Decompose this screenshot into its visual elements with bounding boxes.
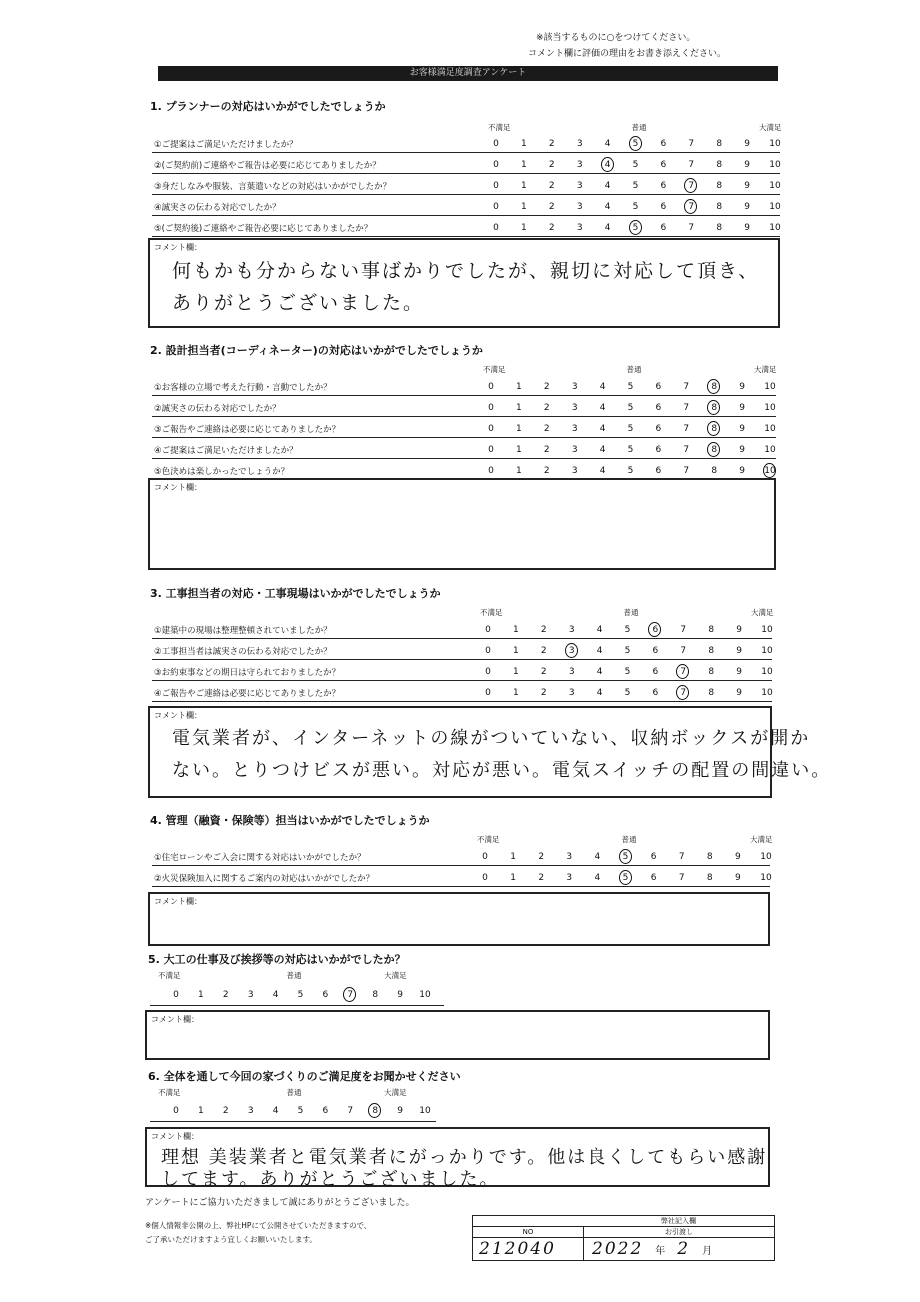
rating-option-5[interactable]: 5 xyxy=(297,990,304,1000)
rating-option-6[interactable]: 6 xyxy=(660,160,667,170)
rating-option-6[interactable]: 6 xyxy=(652,688,659,698)
comment-label: コメント欄： xyxy=(154,711,202,720)
rating-option-7[interactable]: 7 xyxy=(683,403,690,413)
rating-option-0[interactable]: 0 xyxy=(488,382,494,392)
question-text: ③お約束事などの期日は守られておりましたか？ xyxy=(154,668,341,678)
rating-option-3[interactable]: 3 xyxy=(571,382,578,392)
comment-label: コメント欄： xyxy=(154,897,202,906)
scale-low-label: 不満足 xyxy=(477,835,500,844)
rating-option-4[interactable]: 4 xyxy=(604,181,611,191)
scale-low-label: 不満足 xyxy=(158,1088,181,1097)
question-text: ⑤色決めは楽しかったでしょうか？ xyxy=(154,467,290,477)
question-row-rule xyxy=(152,416,776,417)
question-text: ④ご提案はご満足いただけましたか？ xyxy=(154,446,298,456)
rating-option-8[interactable]: 8 xyxy=(708,625,715,635)
rating-option-3[interactable]: 3 xyxy=(571,424,578,434)
rating-option-1[interactable]: 1 xyxy=(516,403,522,413)
section-4-heading: 4. 管理（融資・保険等）担当はいかがでしたでしょうか xyxy=(150,814,430,827)
rating-option-5[interactable]: 5 xyxy=(622,873,629,883)
rating-option-0[interactable]: 0 xyxy=(485,625,491,635)
section-5-comment-box[interactable] xyxy=(145,1010,770,1060)
comment-label: コメント欄： xyxy=(151,1132,199,1141)
comment-label: コメント欄： xyxy=(154,483,202,492)
rating-option-3[interactable]: 3 xyxy=(247,1106,254,1116)
rating-option-0[interactable]: 0 xyxy=(488,424,494,434)
thanks-text: アンケートにご協力いただきまして誠にありがとうございました。 xyxy=(145,1198,415,1208)
rating-option-5[interactable]: 5 xyxy=(627,403,634,413)
rating-option-3[interactable]: 3 xyxy=(566,852,573,862)
question-text: ②誠実さの伝わる対応でしたか？ xyxy=(154,404,281,414)
rating-option-5[interactable]: 5 xyxy=(627,382,634,392)
rating-option-4[interactable]: 4 xyxy=(596,625,603,635)
rating-option-5[interactable]: 5 xyxy=(627,466,634,476)
rating-option-2[interactable]: 2 xyxy=(540,625,547,635)
section-3-comment-box[interactable] xyxy=(148,706,832,798)
question-text: ②工事担当者は誠実さの伝わる対応でしたか？ xyxy=(154,647,332,657)
rating-option-7[interactable]: 7 xyxy=(688,202,695,212)
rating-option-2[interactable]: 2 xyxy=(548,181,555,191)
scale-high-label: 大満足 xyxy=(384,1088,407,1097)
rating-option-0[interactable]: 0 xyxy=(493,160,499,170)
rating-option-6[interactable]: 6 xyxy=(655,382,662,392)
rating-option-9[interactable]: 9 xyxy=(744,223,750,233)
scale-low-label: 不満足 xyxy=(158,971,181,980)
rating-option-10[interactable]: 10 xyxy=(769,160,781,170)
rating-option-5[interactable]: 5 xyxy=(622,852,629,862)
rating-option-3[interactable]: 3 xyxy=(568,667,575,677)
section-1-heading: 1. プランナーの対応はいかがでしたでしょうか xyxy=(150,100,386,113)
rating-option-2[interactable]: 2 xyxy=(543,382,550,392)
rating-option-10[interactable]: 10 xyxy=(769,139,781,149)
rating-option-9[interactable]: 9 xyxy=(397,1106,403,1116)
rating-option-8[interactable]: 8 xyxy=(716,181,723,191)
rating-option-1[interactable]: 1 xyxy=(510,873,516,883)
rating-option-1[interactable]: 1 xyxy=(513,688,519,698)
rating-option-2[interactable]: 2 xyxy=(222,990,229,1000)
month-unit: 月 xyxy=(702,1245,713,1257)
privacy-note-2: ご了承いただけますよう宜しくお願いいたします。 xyxy=(145,1235,317,1244)
rating-option-3[interactable]: 3 xyxy=(571,445,578,455)
question-row-rule xyxy=(152,680,772,681)
section-6-heading: 6. 全体を通して今回の家づくりのご満足度をお聞かせください xyxy=(148,1070,461,1083)
rating-option-3[interactable]: 3 xyxy=(566,873,573,883)
question-row-rule xyxy=(152,173,780,174)
rating-option-0[interactable]: 0 xyxy=(485,667,491,677)
question-row-rule xyxy=(152,659,772,660)
rating-option-2[interactable]: 2 xyxy=(548,160,555,170)
question-text: ④ご報告やご連絡は必要に応じてありましたか？ xyxy=(154,689,341,699)
handwritten-comment-line: ありがとうございました。 xyxy=(172,292,425,314)
rating-option-1[interactable]: 1 xyxy=(516,424,522,434)
rating-option-0[interactable]: 0 xyxy=(493,181,499,191)
rating-option-7[interactable]: 7 xyxy=(680,667,687,677)
rating-option-3[interactable]: 3 xyxy=(576,181,583,191)
rating-option-3[interactable]: 3 xyxy=(576,139,583,149)
rating-option-5[interactable]: 5 xyxy=(627,445,634,455)
rating-option-6[interactable]: 6 xyxy=(655,424,662,434)
rating-option-9[interactable]: 9 xyxy=(739,445,745,455)
rating-option-4[interactable]: 4 xyxy=(599,466,606,476)
scale-low-label: 不満足 xyxy=(480,608,503,617)
rating-option-6[interactable]: 6 xyxy=(652,667,659,677)
rating-option-10[interactable]: 10 xyxy=(769,202,781,212)
rating-option-9[interactable]: 9 xyxy=(735,873,741,883)
rating-option-7[interactable]: 7 xyxy=(347,1106,354,1116)
rating-option-8[interactable]: 8 xyxy=(711,424,718,434)
rating-option-7[interactable]: 7 xyxy=(683,466,690,476)
instruction-note-2: コメント欄に評価の理由をお書き添えください。 xyxy=(528,49,727,59)
rating-option-2[interactable]: 2 xyxy=(543,403,550,413)
rating-option-8[interactable]: 8 xyxy=(372,990,379,1000)
rating-option-5[interactable]: 5 xyxy=(627,424,634,434)
section-2-heading: 2. 設計担当者(コーディネーター)の対応はいかがでしたでしょうか xyxy=(150,344,483,357)
rating-option-10[interactable]: 10 xyxy=(769,181,781,191)
scale-mid-label: 普通 xyxy=(626,365,642,374)
question-text: ②火災保険加入に関するご案内の対応はいかがでしたか？ xyxy=(154,874,375,884)
selection-circle xyxy=(601,157,614,172)
rating-option-10[interactable]: 10 xyxy=(760,852,772,862)
question-row-rule xyxy=(152,865,770,866)
question-text: ②(ご契約前)ご連絡やご報告は必要に応じてありましたか？ xyxy=(154,161,381,171)
rating-option-7[interactable]: 7 xyxy=(683,424,690,434)
rating-option-7[interactable]: 7 xyxy=(688,160,695,170)
rating-option-8[interactable]: 8 xyxy=(706,873,713,883)
rating-option-8[interactable]: 8 xyxy=(711,445,718,455)
rating-option-2[interactable]: 2 xyxy=(540,688,547,698)
selection-circle xyxy=(629,220,642,235)
rating-option-5[interactable]: 5 xyxy=(624,667,631,677)
rating-option-10[interactable]: 10 xyxy=(761,688,773,698)
rating-option-9[interactable]: 9 xyxy=(744,139,750,149)
rating-option-1[interactable]: 1 xyxy=(521,139,527,149)
rating-option-9[interactable]: 9 xyxy=(744,181,750,191)
rating-option-1[interactable]: 1 xyxy=(516,445,522,455)
scale-mid-label: 普通 xyxy=(631,123,647,132)
rating-option-9[interactable]: 9 xyxy=(397,990,403,1000)
question-row-rule xyxy=(152,215,780,216)
scale-low-label: 不満足 xyxy=(483,365,506,374)
rating-option-0[interactable]: 0 xyxy=(488,445,494,455)
rating-option-4[interactable]: 4 xyxy=(272,990,279,1000)
rating-option-6[interactable]: 6 xyxy=(655,403,662,413)
rating-option-6[interactable]: 6 xyxy=(660,202,667,212)
rating-option-4[interactable]: 4 xyxy=(604,202,611,212)
rating-option-10[interactable]: 10 xyxy=(764,382,776,392)
rating-row-rule xyxy=(150,1121,436,1122)
rating-option-2[interactable]: 2 xyxy=(543,466,550,476)
scale-high-label: 大満足 xyxy=(754,365,777,374)
rating-option-10[interactable]: 10 xyxy=(764,403,776,413)
rating-option-6[interactable]: 6 xyxy=(652,625,659,635)
rating-option-0[interactable]: 0 xyxy=(493,139,499,149)
rating-option-8[interactable]: 8 xyxy=(716,160,723,170)
scale-mid-label: 普通 xyxy=(286,1088,302,1097)
rating-option-0[interactable]: 0 xyxy=(485,646,491,656)
selection-circle xyxy=(763,463,776,478)
rating-option-5[interactable]: 5 xyxy=(632,160,639,170)
rating-option-8[interactable]: 8 xyxy=(716,223,723,233)
rating-option-4[interactable]: 4 xyxy=(599,403,606,413)
selection-circle xyxy=(565,643,578,658)
rating-row-rule xyxy=(150,1005,444,1006)
rating-option-9[interactable]: 9 xyxy=(736,688,742,698)
rating-option-9[interactable]: 9 xyxy=(744,202,750,212)
handwritten-comment-line: してます。ありがとうございました。 xyxy=(161,1169,500,1190)
rating-option-0[interactable]: 0 xyxy=(493,202,499,212)
rating-option-7[interactable]: 7 xyxy=(688,223,695,233)
rating-option-6[interactable]: 6 xyxy=(655,466,662,476)
rating-option-6[interactable]: 6 xyxy=(650,852,657,862)
rating-option-7[interactable]: 7 xyxy=(688,181,695,191)
comment-label: コメント欄： xyxy=(151,1015,199,1024)
question-row-rule xyxy=(152,194,780,195)
rating-option-8[interactable]: 8 xyxy=(716,202,723,212)
rating-option-1[interactable]: 1 xyxy=(513,625,519,635)
question-row-rule xyxy=(152,437,776,438)
rating-option-4[interactable]: 4 xyxy=(596,667,603,677)
question-row-rule xyxy=(152,638,772,639)
customer-number: 212040 xyxy=(479,1239,556,1259)
privacy-note-1: ※個人情報非公開の上、弊社HPにて公開させていただきますので、 xyxy=(145,1221,372,1230)
rating-option-10[interactable]: 10 xyxy=(761,625,773,635)
rating-option-1[interactable]: 1 xyxy=(521,160,527,170)
section-4-comment-box[interactable] xyxy=(148,892,770,946)
rating-option-5[interactable]: 5 xyxy=(632,139,639,149)
scale-mid-label: 普通 xyxy=(623,608,639,617)
scale-high-label: 大満足 xyxy=(751,608,774,617)
rating-option-1[interactable]: 1 xyxy=(521,202,527,212)
survey-title: お客様満足度調査アンケート xyxy=(158,66,778,81)
office-use-header: 弊社記入欄 xyxy=(661,1217,696,1225)
rating-option-0[interactable]: 0 xyxy=(482,873,488,883)
question-text: ①住宅ローンやご入会に関する対応はいかがでしたか？ xyxy=(154,853,366,863)
rating-option-4[interactable]: 4 xyxy=(594,873,601,883)
rating-option-1[interactable]: 1 xyxy=(198,990,204,1000)
rating-option-7[interactable]: 7 xyxy=(683,382,690,392)
rating-option-2[interactable]: 2 xyxy=(222,1106,229,1116)
year-unit: 年 xyxy=(655,1245,666,1257)
rating-option-2[interactable]: 2 xyxy=(548,223,555,233)
comment-label: コメント欄： xyxy=(154,243,202,252)
question-text: ①建築中の現場は整理整頓されていましたか？ xyxy=(154,626,332,636)
rating-option-2[interactable]: 2 xyxy=(540,646,547,656)
rating-option-4[interactable]: 4 xyxy=(594,852,601,862)
rating-option-4[interactable]: 4 xyxy=(604,139,611,149)
rating-option-5[interactable]: 5 xyxy=(624,688,631,698)
rating-option-7[interactable]: 7 xyxy=(678,873,685,883)
handover-month: 2 xyxy=(677,1239,691,1259)
office-use-table xyxy=(472,1215,775,1261)
rating-option-10[interactable]: 10 xyxy=(764,424,776,434)
rating-option-5[interactable]: 5 xyxy=(632,181,639,191)
rating-option-6[interactable]: 6 xyxy=(660,223,667,233)
selection-circle xyxy=(619,849,632,864)
rating-option-4[interactable]: 4 xyxy=(272,1106,279,1116)
question-row-rule xyxy=(152,458,776,459)
rating-option-7[interactable]: 7 xyxy=(678,852,685,862)
question-text: ①お客様の立場で考えた行動・言動でしたか？ xyxy=(154,383,332,393)
rating-option-7[interactable]: 7 xyxy=(680,646,687,656)
rating-option-6[interactable]: 6 xyxy=(322,1106,329,1116)
rating-option-6[interactable]: 6 xyxy=(660,139,667,149)
question-row-rule xyxy=(152,395,776,396)
rating-option-1[interactable]: 1 xyxy=(521,223,527,233)
rating-option-7[interactable]: 7 xyxy=(680,688,687,698)
rating-option-9[interactable]: 9 xyxy=(736,667,742,677)
rating-option-1[interactable]: 1 xyxy=(513,667,519,677)
rating-option-0[interactable]: 0 xyxy=(485,688,491,698)
rating-option-3[interactable]: 3 xyxy=(568,625,575,635)
rating-option-7[interactable]: 7 xyxy=(680,625,687,635)
rating-option-3[interactable]: 3 xyxy=(576,223,583,233)
rating-option-0[interactable]: 0 xyxy=(493,223,499,233)
question-text: ④誠実さの伝わる対応でしたか？ xyxy=(154,203,281,213)
rating-option-10[interactable]: 10 xyxy=(419,1106,431,1116)
handwritten-comment-line: 何もかも分からない事ばかりでしたが、親切に対応して頂き、 xyxy=(172,260,760,282)
rating-option-2[interactable]: 2 xyxy=(543,424,550,434)
handover-year: 2022 xyxy=(592,1239,644,1259)
rating-option-4[interactable]: 4 xyxy=(599,424,606,434)
rating-option-6[interactable]: 6 xyxy=(655,445,662,455)
question-row-rule xyxy=(152,152,780,153)
rating-option-4[interactable]: 4 xyxy=(596,646,603,656)
handwritten-comment-line: 理想 美装業者と電気業者にがっかりです。他は良くしてもらい感謝 xyxy=(161,1147,768,1168)
rating-option-0[interactable]: 0 xyxy=(488,403,494,413)
rating-option-4[interactable]: 4 xyxy=(599,382,606,392)
rating-option-5[interactable]: 5 xyxy=(632,202,639,212)
section-2-comment-box[interactable] xyxy=(148,478,776,570)
rating-option-8[interactable]: 8 xyxy=(711,403,718,413)
rating-option-9[interactable]: 9 xyxy=(736,625,742,635)
rating-option-1[interactable]: 1 xyxy=(198,1106,204,1116)
rating-option-2[interactable]: 2 xyxy=(538,852,545,862)
scale-high-label: 大満足 xyxy=(384,971,407,980)
rating-option-8[interactable]: 8 xyxy=(716,139,723,149)
rating-option-3[interactable]: 3 xyxy=(576,160,583,170)
question-row-rule xyxy=(152,701,772,702)
handover-label: お引渡し xyxy=(665,1228,693,1236)
rating-option-9[interactable]: 9 xyxy=(736,646,742,656)
rating-option-4[interactable]: 4 xyxy=(599,445,606,455)
rating-option-10[interactable]: 10 xyxy=(764,445,776,455)
rating-option-3[interactable]: 3 xyxy=(568,688,575,698)
no-label: NO xyxy=(473,1227,584,1237)
rating-option-2[interactable]: 2 xyxy=(548,202,555,212)
scale-high-label: 大満足 xyxy=(759,123,782,132)
rating-option-0[interactable]: 0 xyxy=(173,990,179,1000)
rating-option-2[interactable]: 2 xyxy=(540,667,547,677)
rating-option-2[interactable]: 2 xyxy=(548,139,555,149)
rating-option-8[interactable]: 8 xyxy=(708,667,715,677)
rating-option-6[interactable]: 6 xyxy=(650,873,657,883)
rating-option-1[interactable]: 1 xyxy=(521,181,527,191)
rating-option-5[interactable]: 5 xyxy=(624,625,631,635)
rating-option-4[interactable]: 4 xyxy=(604,223,611,233)
selection-circle xyxy=(619,870,632,885)
question-text: ③ご報告やご連絡は必要に応じてありましたか？ xyxy=(154,425,341,435)
rating-option-8[interactable]: 8 xyxy=(708,646,715,656)
rating-option-6[interactable]: 6 xyxy=(652,646,659,656)
rating-option-1[interactable]: 1 xyxy=(513,646,519,656)
rating-option-5[interactable]: 5 xyxy=(632,223,639,233)
rating-option-2[interactable]: 2 xyxy=(538,873,545,883)
rating-option-9[interactable]: 9 xyxy=(735,852,741,862)
rating-option-9[interactable]: 9 xyxy=(744,160,750,170)
scale-mid-label: 普通 xyxy=(621,835,637,844)
rating-option-9[interactable]: 9 xyxy=(739,424,745,434)
rating-option-5[interactable]: 5 xyxy=(297,1106,304,1116)
rating-option-10[interactable]: 10 xyxy=(760,873,772,883)
rating-option-7[interactable]: 7 xyxy=(347,990,354,1000)
rating-option-4[interactable]: 4 xyxy=(604,160,611,170)
rating-option-5[interactable]: 5 xyxy=(624,646,631,656)
question-text: ③身だしなみや服装、言葉遣いなどの対応はいかがでしたか？ xyxy=(154,182,392,192)
rating-option-2[interactable]: 2 xyxy=(543,445,550,455)
rating-option-6[interactable]: 6 xyxy=(660,181,667,191)
handwritten-comment-line: 電気業者が、インターネットの線がついていない、収納ボックスが開か xyxy=(172,728,811,749)
scale-low-label: 不満足 xyxy=(488,123,511,132)
handwritten-comment-line: ない。とりつけビスが悪い。対応が悪い。電気スイッチの配置の間違い。 xyxy=(172,760,832,781)
rating-option-3[interactable]: 3 xyxy=(568,646,575,656)
selection-circle xyxy=(629,136,642,151)
rating-option-9[interactable]: 9 xyxy=(739,382,745,392)
rating-option-7[interactable]: 7 xyxy=(683,445,690,455)
rating-option-9[interactable]: 9 xyxy=(739,403,745,413)
question-text: ⑤(ご契約後)ご連絡やご報告必要に応じてありましたか？ xyxy=(154,224,373,234)
question-row-rule xyxy=(152,886,770,887)
rating-option-10[interactable]: 10 xyxy=(761,667,773,677)
rating-option-4[interactable]: 4 xyxy=(596,688,603,698)
scale-high-label: 大満足 xyxy=(750,835,773,844)
rating-option-10[interactable]: 10 xyxy=(769,223,781,233)
rating-option-8[interactable]: 8 xyxy=(711,382,718,392)
rating-option-3[interactable]: 3 xyxy=(571,466,578,476)
question-row-rule xyxy=(152,236,780,237)
rating-option-7[interactable]: 7 xyxy=(688,139,695,149)
section-1-comment-box[interactable] xyxy=(148,238,780,328)
rating-option-9[interactable]: 9 xyxy=(739,466,745,476)
rating-option-3[interactable]: 3 xyxy=(576,202,583,212)
rating-option-8[interactable]: 8 xyxy=(711,466,718,476)
question-text: ①ご提案はご満足いただけましたか？ xyxy=(154,140,298,150)
rating-option-10[interactable]: 10 xyxy=(764,466,776,476)
rating-option-8[interactable]: 8 xyxy=(372,1106,379,1116)
rating-option-8[interactable]: 8 xyxy=(708,688,715,698)
section-6-comment-box[interactable] xyxy=(145,1127,770,1190)
rating-option-1[interactable]: 1 xyxy=(510,852,516,862)
rating-option-3[interactable]: 3 xyxy=(247,990,254,1000)
rating-option-3[interactable]: 3 xyxy=(571,403,578,413)
rating-option-0[interactable]: 0 xyxy=(482,852,488,862)
rating-option-10[interactable]: 10 xyxy=(761,646,773,656)
rating-option-8[interactable]: 8 xyxy=(706,852,713,862)
rating-option-1[interactable]: 1 xyxy=(516,382,522,392)
section-3-heading: 3. 工事担当者の対応・工事現場はいかがでしたでしょうか xyxy=(150,587,441,600)
rating-option-0[interactable]: 0 xyxy=(488,466,494,476)
rating-option-1[interactable]: 1 xyxy=(516,466,522,476)
rating-option-10[interactable]: 10 xyxy=(419,990,431,1000)
scale-mid-label: 普通 xyxy=(286,971,302,980)
rating-option-6[interactable]: 6 xyxy=(322,990,329,1000)
instruction-note-1: ※該当するものに○をつけてください。 xyxy=(536,33,696,43)
section-5-heading: 5. 大工の仕事及び挨拶等の対応はいかがでしたか？ xyxy=(148,953,406,966)
rating-option-0[interactable]: 0 xyxy=(173,1106,179,1116)
